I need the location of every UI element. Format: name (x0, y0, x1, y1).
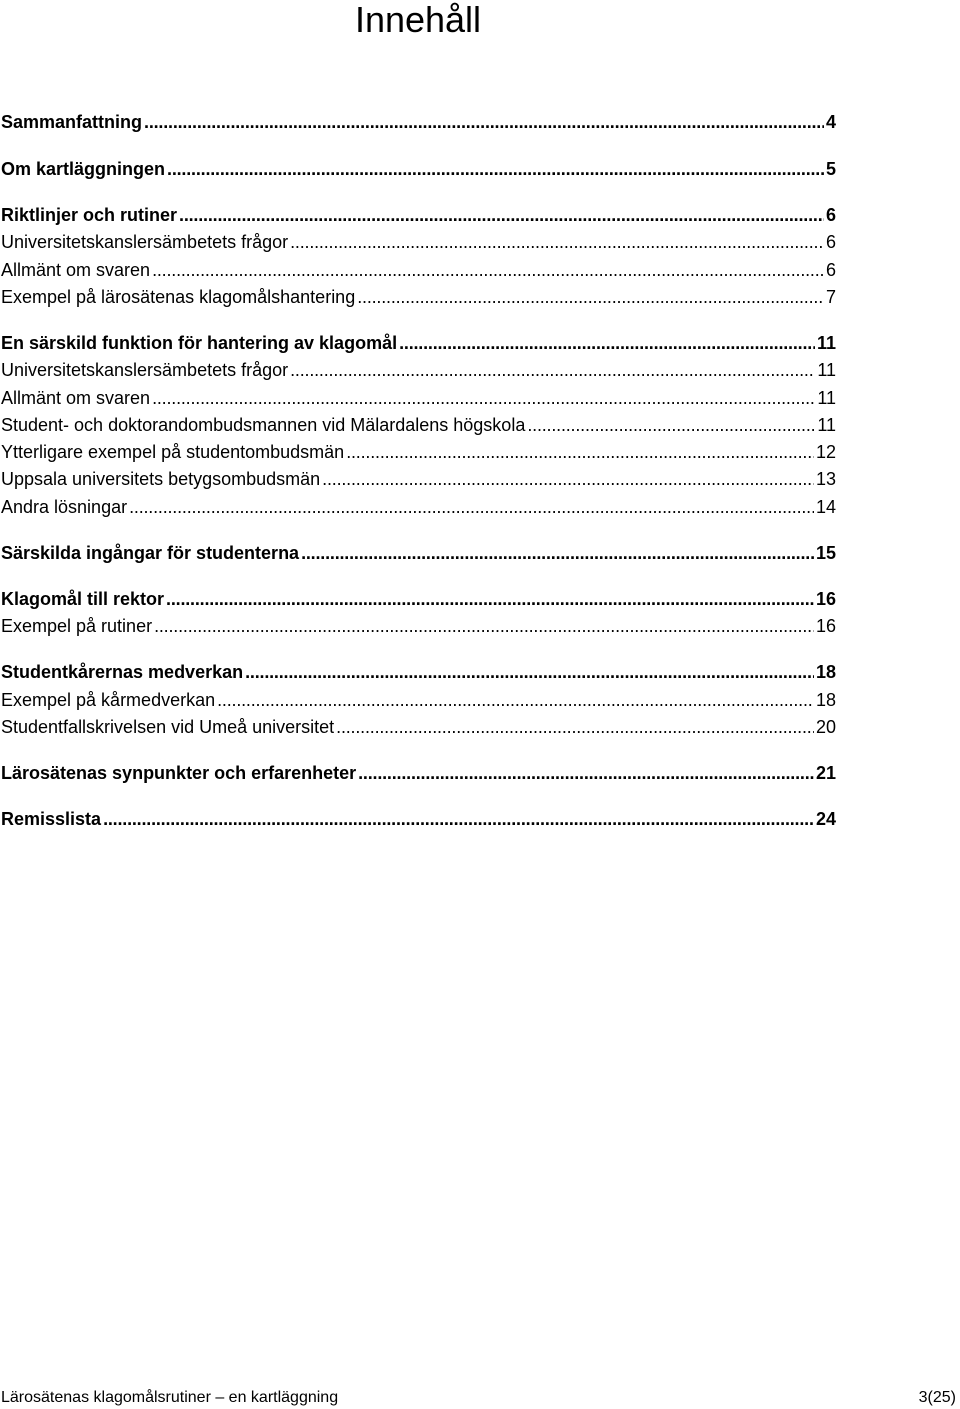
toc-entry[interactable] (1, 157, 836, 181)
toc-entry[interactable] (1, 386, 836, 410)
toc-dot-leader (129, 495, 814, 519)
toc-entry-page-number: 16 (815, 589, 836, 609)
toc-dot-leader (152, 258, 824, 282)
toc-entry-page-number: 6 (825, 205, 836, 225)
toc-entry-page-number: 20 (815, 717, 836, 737)
toc-entry-page-number: 21 (815, 763, 836, 783)
toc-entry[interactable] (1, 203, 836, 227)
toc-entry-label: Remisslista (1, 809, 102, 829)
toc-entry[interactable] (1, 413, 836, 437)
toc-entry[interactable] (1, 660, 836, 684)
toc-dot-leader (336, 715, 814, 739)
toc-entry-page-number: 13 (815, 469, 836, 489)
toc-dot-leader (346, 440, 814, 464)
toc-entry-page-number: 11 (817, 360, 836, 380)
toc-entry-page-number: 4 (825, 112, 836, 132)
toc-entry-label: Studentkårernas medverkan (1, 662, 244, 682)
toc-entry[interactable] (1, 258, 836, 282)
toc-entry-label: Om kartläggningen (1, 159, 166, 179)
toc-entry-label: Sammanfattning (1, 112, 143, 132)
toc-entry[interactable] (1, 440, 836, 464)
toc-entry-page-number: 15 (815, 543, 836, 563)
toc-entry-page-number: 6 (825, 260, 836, 280)
toc-entry-label: Exempel på kårmedverkan (1, 690, 216, 710)
toc-entry[interactable] (1, 715, 836, 739)
toc-dot-leader (357, 285, 824, 309)
toc-entry[interactable] (1, 541, 836, 565)
toc-entry-label: Allmänt om svaren (1, 388, 151, 408)
footer-document-title: Lärosätenas klagomålsrutiner – en kartläggning (1, 1389, 339, 1406)
toc-dot-leader (167, 157, 824, 181)
toc-entry[interactable] (1, 614, 836, 638)
toc-entry[interactable] (1, 358, 836, 382)
toc-entry-page-number: 11 (816, 333, 836, 353)
toc-entry-label: Lärosätenas synpunkter och erfarenheter (1, 763, 357, 783)
toc-entry[interactable] (1, 761, 836, 785)
toc-entry-label: Universitetskanslersämbetets frågor (1, 232, 289, 252)
toc-entry-page-number: 16 (815, 616, 836, 636)
toc-dot-leader (399, 331, 815, 355)
toc-entry-label: Särskilda ingångar för studenterna (1, 543, 300, 563)
toc-dot-leader (166, 587, 814, 611)
toc-entry-label: Andra lösningar (1, 497, 128, 517)
toc-entry-label: Exempel på lärosätenas klagomålshantering (1, 287, 356, 307)
toc-entry[interactable] (1, 688, 836, 712)
toc-dot-leader (322, 467, 814, 491)
toc-entry-page-number: 18 (815, 690, 836, 710)
toc-entry-page-number: 14 (815, 497, 836, 517)
toc-entry-page-number: 18 (815, 662, 836, 682)
toc-dot-leader (152, 386, 815, 410)
toc-entry-page-number: 11 (817, 388, 836, 408)
toc-entry-label: Student- och doktorandombudsmannen vid Mälardalens högskola (1, 415, 526, 435)
toc-entry-page-number: 11 (817, 415, 836, 435)
toc-entry[interactable] (1, 285, 836, 309)
toc-dot-leader (217, 688, 814, 712)
toc-entry-label: Ytterligare exempel på studentombudsmän (1, 442, 345, 462)
toc-entry-label: Klagomål till rektor (1, 589, 165, 609)
toc-entry-label: En särskild funktion för hantering av klagomål (1, 333, 398, 353)
toc-entry[interactable] (1, 467, 836, 491)
toc-entry-label: Studentfallskrivelsen vid Umeå universitet (1, 717, 335, 737)
toc-entry[interactable] (1, 807, 836, 831)
toc-dot-leader (144, 110, 824, 134)
toc-dot-leader (527, 413, 815, 437)
toc-dot-leader (290, 358, 815, 382)
toc-entry[interactable] (1, 110, 836, 134)
toc-dot-leader (245, 660, 814, 684)
toc-dot-leader (290, 230, 824, 254)
toc-dot-leader (358, 761, 814, 785)
toc-entry-label: Exempel på rutiner (1, 616, 153, 636)
toc-entry-page-number: 24 (815, 809, 836, 829)
toc-entry-label: Riktlinjer och rutiner (1, 205, 178, 225)
toc-entry[interactable] (1, 331, 836, 355)
toc-dot-leader (179, 203, 824, 227)
toc-entry-page-number: 6 (825, 232, 836, 252)
toc-entry-label: Uppsala universitets betygsombudsmän (1, 469, 321, 489)
page-footer (1, 1387, 956, 1409)
page-title: Innehåll (354, 0, 482, 40)
footer-page-number: 3(25) (918, 1389, 956, 1406)
toc-dot-leader (103, 807, 814, 831)
toc-entry-label: Allmänt om svaren (1, 260, 151, 280)
toc-entry[interactable] (1, 587, 836, 611)
toc-entry[interactable] (1, 230, 836, 254)
toc-entry-label: Universitetskanslersämbetets frågor (1, 360, 289, 380)
toc-entry-page-number: 5 (825, 159, 836, 179)
toc-dot-leader (154, 614, 814, 638)
toc-entry[interactable] (1, 495, 836, 519)
toc-entry-page-number: 7 (825, 287, 836, 307)
toc-entry-page-number: 12 (815, 442, 836, 462)
toc-dot-leader (301, 541, 814, 565)
